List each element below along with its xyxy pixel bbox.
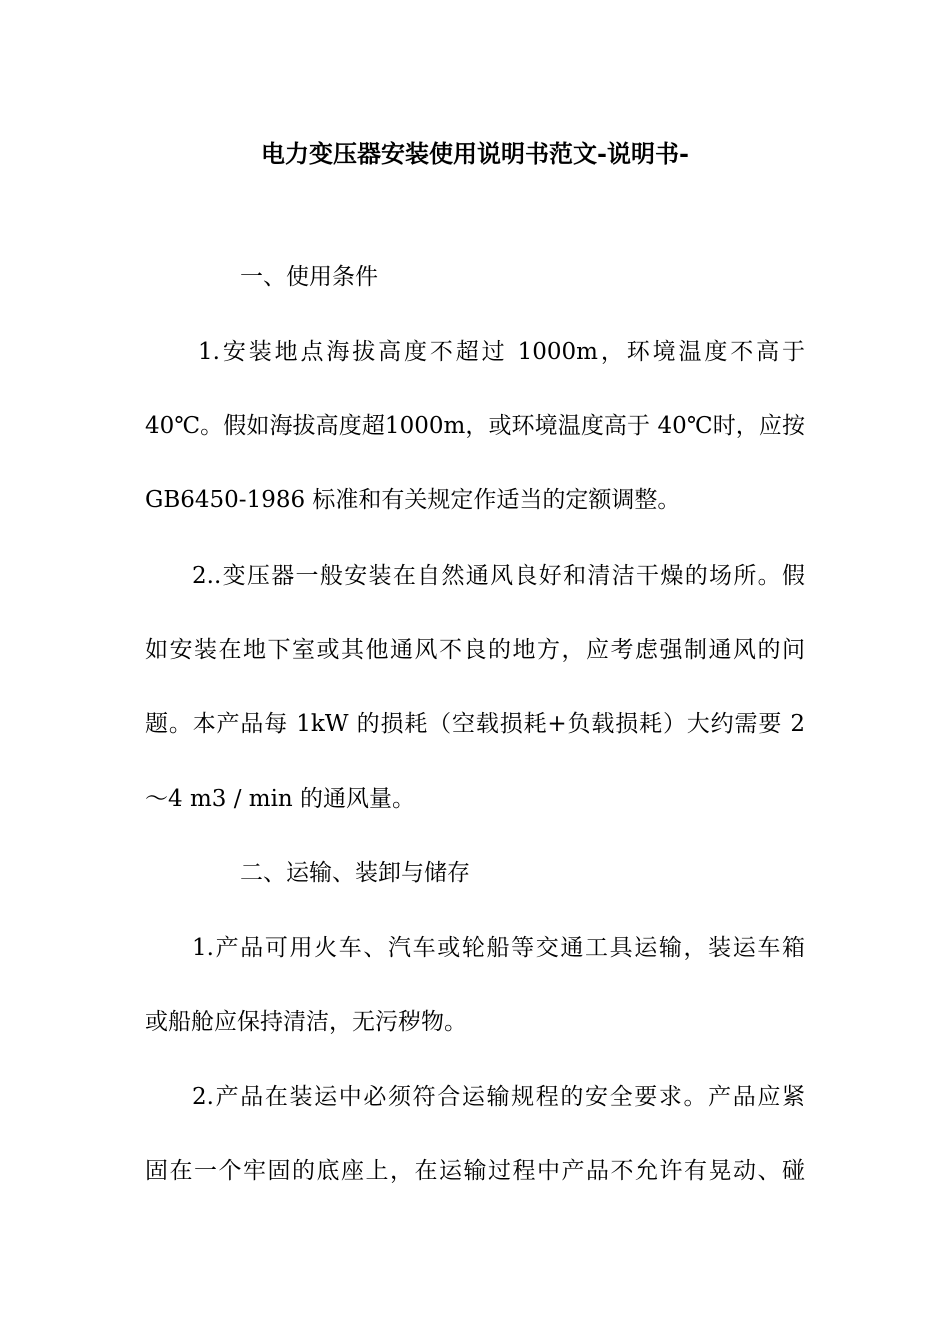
paragraph-line: ～4 m3 / min 的通风量。	[145, 786, 416, 812]
document-title: 电力变压器安装使用说明书范文-说明书-	[261, 139, 689, 168]
paragraph-line: 固在一个牢固的底座上，在运输过程中产品不允许有晃动、碰	[145, 1158, 805, 1184]
paragraph-line: 1.安装地点海拔高度不超过 1000m，环境温度不高于	[198, 339, 805, 365]
paragraph-line: 题。本产品每 1kW 的损耗（空载损耗+负载损耗）大约需要 2	[145, 711, 805, 737]
paragraph-line: 如安装在地下室或其他通风不良的地方，应考虑强制通风的问	[145, 637, 805, 663]
paragraph-line: 40℃。假如海拔高度超1000m，或环境温度高于 40℃时，应按	[145, 413, 805, 439]
paragraph-line: 1.产品可用火车、汽车或轮船等交通工具运输，装运车箱	[192, 935, 805, 961]
paragraph-line: GB6450-1986 标准和有关规定作适当的定额调整。	[145, 487, 681, 513]
paragraph-line: 2..变压器一般安装在自然通风良好和清洁干燥的场所。假	[192, 563, 805, 589]
section-heading-transport-storage: 二、运输、装卸与储存	[240, 860, 470, 886]
section-heading-usage-conditions: 一、使用条件	[240, 264, 378, 290]
paragraph-line: 或船舱应保持清洁，无污秽物。	[145, 1009, 467, 1035]
paragraph-line: 2.产品在装运中必须符合运输规程的安全要求。产品应紧	[192, 1084, 805, 1110]
